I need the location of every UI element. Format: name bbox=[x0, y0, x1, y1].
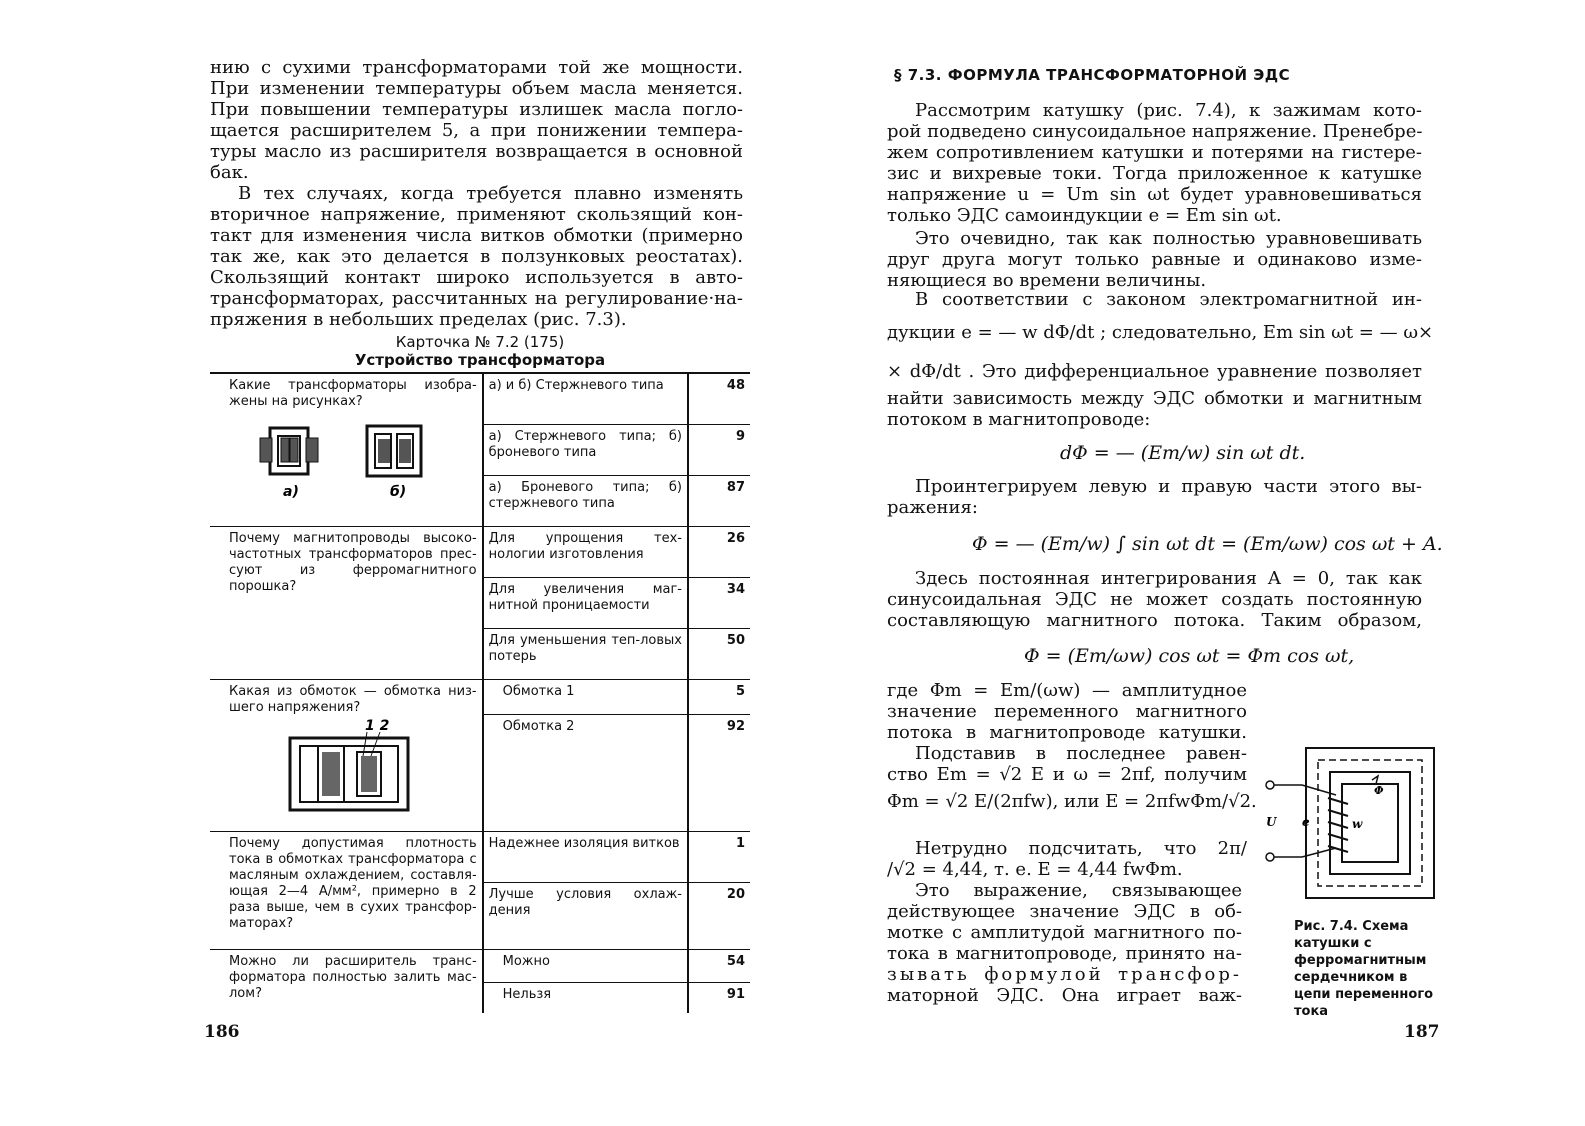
answer-code: 5 bbox=[688, 680, 750, 715]
question-cell bbox=[210, 950, 483, 1014]
answer-option[interactable] bbox=[483, 950, 688, 983]
paragraph-coil bbox=[887, 100, 1422, 226]
question-text: Можно ли расширитель транс-форматора полностью залить мас-лом? bbox=[229, 954, 477, 1001]
coil-diagram bbox=[1262, 740, 1442, 910]
text-line: друг друга могут только равные и одинаково изме- bbox=[887, 249, 1422, 270]
equation-integral: Φ = — (Em/w) ∫ sin ωt dt = (Em/ωw) cos ωt + A. bbox=[972, 533, 1443, 555]
page-number-right: 187 bbox=[1404, 1022, 1440, 1042]
text-line: /√2 = 4,44, т. е. E = 4,44 fwΦm. bbox=[887, 859, 1183, 880]
figure-label-a: а) bbox=[283, 484, 299, 500]
paragraph-formula-name bbox=[887, 880, 1242, 1006]
paragraph-intro bbox=[210, 57, 743, 183]
card-title: Карточка № 7.2 (175) bbox=[395, 333, 565, 351]
fig-label-u: U bbox=[1266, 815, 1277, 829]
text-line: значение переменного магнитного bbox=[887, 701, 1247, 722]
fig-label-e: e bbox=[1302, 815, 1310, 829]
paragraph-amplitude bbox=[887, 680, 1247, 743]
answer-option[interactable]: Надежнее изоляция витков bbox=[483, 832, 688, 883]
answer-option[interactable]: а) Стержневого типа; б) броневого типа bbox=[483, 425, 688, 476]
text-line: тока в магнитопроводе, принято на- bbox=[887, 943, 1242, 964]
answer-code: 48 bbox=[688, 373, 750, 425]
text-line: мотке с амплитудой магнитного по- bbox=[887, 922, 1242, 943]
text-line: туры масло из расширителя возвращается в основной bbox=[210, 141, 743, 162]
answer-text: Обмотка 2 bbox=[502, 719, 575, 734]
question-text: Почему допустимая плотность тока в обмотках трансформатора с масляным охлаждением, составля-ющая 2—4 А/мм², примерно в 2 раза выше, чем в сухих трансфор-маторах? bbox=[229, 836, 477, 931]
paragraph-integrate bbox=[887, 476, 1422, 518]
question-card-table bbox=[210, 372, 750, 1013]
text-line: Это выражение, связывающее bbox=[915, 880, 1242, 901]
question-text: Какая из обмоток — обмотка низ-шего напряжения? bbox=[229, 684, 477, 715]
text-line: где Φm = Em/(ωw) — амплитудное bbox=[887, 680, 1247, 701]
answer-text: Нельзя bbox=[502, 987, 552, 1002]
text-line: только ЭДС самоиндукции e = Em sin ωt. bbox=[887, 205, 1282, 226]
answer-text: Можно bbox=[502, 954, 550, 969]
answer-code: 87 bbox=[688, 476, 750, 527]
figure-caption: Рис. 7.4. Схема катушки с ферромагнитным сердечником в цепи переменного тока bbox=[1294, 919, 1434, 1019]
answer-option[interactable]: Для уменьшения теп-ловых потерь bbox=[483, 629, 688, 680]
text-line: Φm = √2 E/(2πfw), или E = 2πfwΦm/√2. bbox=[887, 791, 1257, 812]
transformer-figures bbox=[215, 420, 465, 500]
page-number-left: 186 bbox=[204, 1022, 240, 1042]
question-cell bbox=[210, 527, 483, 680]
left-page bbox=[0, 0, 792, 1126]
paragraph-calculate bbox=[887, 838, 1247, 880]
text-line: Здесь постоянная интегрирования A = 0, так как bbox=[915, 568, 1422, 589]
text-line: Нетрудно подсчитать, что 2π/ bbox=[915, 838, 1247, 859]
text-line: такт для изменения числа витков обмотки (примерно bbox=[210, 225, 743, 246]
text-line: так же, как это делается в ползунковых реостатах). bbox=[210, 246, 743, 267]
text-line: зис и вихревые токи. Тогда приложенное к катушке bbox=[887, 163, 1422, 184]
answer-code: 20 bbox=[688, 883, 750, 950]
text-line: действующее значение ЭДС в об- bbox=[887, 901, 1242, 922]
fig-label-w: w bbox=[1352, 817, 1363, 831]
text-line: найти зависимость между ЭДС обмотки и магнитным bbox=[887, 388, 1422, 409]
figure-label-b: б) bbox=[390, 484, 407, 500]
text-line: ство Em = √2 E и ω = 2πf, получим bbox=[887, 764, 1247, 785]
fig-label-phi: Φ bbox=[1374, 784, 1384, 797]
text-line: маторной ЭДС. Она играет важ- bbox=[887, 985, 1242, 1006]
answer-code: 50 bbox=[688, 629, 750, 680]
text-line: синусоидальная ЭДС не может создать постоянную bbox=[887, 589, 1422, 610]
winding-labels: 1 2 bbox=[365, 718, 390, 734]
question-cell bbox=[210, 373, 483, 527]
answer-code: 92 bbox=[688, 715, 750, 832]
answer-code: 91 bbox=[726, 987, 745, 1002]
text-line: няющиеся во времени величины. bbox=[887, 270, 1207, 291]
answer-code: 9 bbox=[688, 425, 750, 476]
text-line: потока в магнитопроводе катушки. bbox=[887, 722, 1247, 743]
answer-code: 1 bbox=[688, 832, 750, 883]
question-text: Почему магнитопроводы высоко-частотных трансформаторов прес-суют из ферромагнитного порошка? bbox=[229, 531, 477, 594]
paragraph-constant bbox=[887, 568, 1422, 631]
answer-option[interactable]: Для увеличения маг-нитной проницаемости bbox=[483, 578, 688, 629]
text-line: дукции e = — w dΦ/dt ; следовательно, Em sin ωt = — ω× bbox=[887, 322, 1434, 343]
answer-option[interactable] bbox=[483, 680, 688, 715]
text-line: В тех случаях, когда требуется плавно изменять bbox=[238, 183, 743, 204]
section-title: § 7.3. ФОРМУЛА ТРАНСФОРМАТОРНОЙ ЭДС bbox=[894, 66, 1291, 84]
text-line: рой подведено синусоидальное напряжение. Пренебре- bbox=[887, 121, 1423, 142]
core-type-figure bbox=[260, 428, 318, 474]
text-line: При повышении температуры излишек масла погло- bbox=[210, 99, 743, 120]
equation-phi: Φ = (Em/ωw) cos ωt = Φm cos ωt, bbox=[1024, 645, 1355, 667]
answer-option[interactable]: а) Броневого типа; б) стержневого типа bbox=[483, 476, 688, 527]
text-line: потоком в магнитопроводе: bbox=[887, 409, 1151, 430]
text-line: пряжения в небольших пределах (рис. 7.3). bbox=[210, 309, 627, 330]
answer-option[interactable]: а) и б) Стержневого типа bbox=[483, 373, 688, 425]
text-line: Подставив в последнее равен- bbox=[915, 743, 1247, 764]
answer-option[interactable]: Для упрощения тех-нологии изготовления bbox=[483, 527, 688, 578]
text-line: ражения: bbox=[887, 497, 978, 518]
text-line: составляющую магнитного потока. Таким образом, bbox=[887, 610, 1422, 631]
card-subtitle: Устройство трансформатора bbox=[354, 351, 606, 369]
paragraph-obvious bbox=[887, 228, 1422, 291]
answer-option[interactable] bbox=[483, 715, 688, 832]
question-cell bbox=[210, 832, 483, 950]
equation-dphi: dΦ = — (Em/w) sin ωt dt. bbox=[1060, 442, 1306, 464]
text-line: напряжение u = Um sin ωt будет уравновешиваться bbox=[887, 184, 1422, 205]
paragraph-induction bbox=[887, 289, 1434, 430]
text-line: Скользящий контакт широко используется в авто- bbox=[210, 267, 743, 288]
text-line: бак. bbox=[210, 162, 249, 183]
text-line: Проинтегрируем левую и правую части этого вы- bbox=[915, 476, 1422, 497]
shell-type-figure bbox=[367, 426, 421, 476]
text-line: жем сопротивлением катушки и потерями на гистере- bbox=[887, 142, 1422, 163]
text-line: × dΦ/dt . Это дифференциальное уравнение позволяет bbox=[887, 361, 1422, 382]
text-line: нию с сухими трансформаторами той же мощности. bbox=[210, 57, 743, 78]
text-line: Рассмотрим катушку (рис. 7.4), к зажимам кото- bbox=[915, 100, 1422, 121]
answer-text: Обмотка 1 bbox=[502, 684, 575, 699]
answer-code: 26 bbox=[688, 527, 750, 578]
question-text: Какие трансформаторы изобра-жены на рисунках? bbox=[229, 378, 477, 409]
question-cell bbox=[210, 680, 483, 832]
windings-figure bbox=[215, 716, 465, 816]
text-line: Это очевидно, так как полностью уравновешивать bbox=[915, 228, 1422, 249]
text-line: зывать формулой трансфор- bbox=[887, 964, 1242, 985]
text-line: трансформаторах, рассчитанных на регулирование·на- bbox=[210, 288, 743, 309]
paragraph-sliding-contact bbox=[210, 183, 743, 330]
right-page bbox=[792, 0, 1585, 1126]
text-line: щается расширителем 5, а при понижении темпера- bbox=[210, 120, 743, 141]
text-line: В соответствии с законом электромагнитной ин- bbox=[915, 289, 1422, 310]
answer-code: 34 bbox=[688, 578, 750, 629]
answer-option[interactable]: Лучше условия охлаж-дения bbox=[483, 883, 688, 950]
paragraph-substitute bbox=[887, 743, 1257, 812]
answer-option[interactable] bbox=[483, 983, 688, 1014]
text-line: вторичное напряжение, применяют скользящий кон- bbox=[210, 204, 743, 225]
text-line: При изменении температуры объем масла меняется. bbox=[210, 78, 743, 99]
answer-code: 54 bbox=[688, 950, 750, 983]
